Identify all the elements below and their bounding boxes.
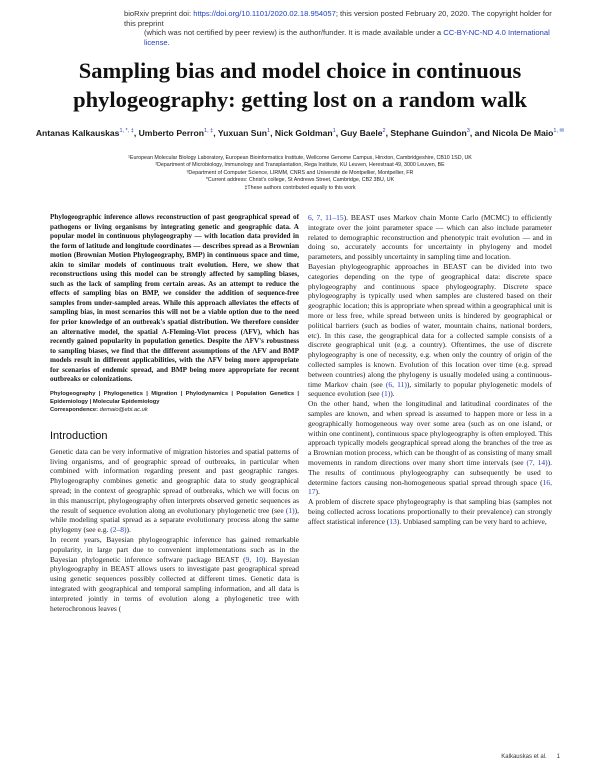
- author-marker[interactable]: 1: [267, 128, 271, 134]
- intro-paragraph-2-start: In recent years, Bayesian phylogeographic inference has gained remarkable popularity, in large part due to convenient implementations such as in the Bayesian phylogenetic inference software package BEAST (9, 10). Bayesian phylogeography in BEAST allows users to investigate past geographical spread using genetic sequences possibly collected at different times. Genetic data is integrated with geographical and temporal sampling information, and all data is interpreted jointly in terms of evolution along a phylogenetic tree with heterochronous leaves (: [50, 535, 299, 613]
- citation-link[interactable]: (1): [381, 389, 391, 399]
- author-marker[interactable]: 1, *, ‡: [119, 128, 134, 134]
- preprint-header-line-2: (which was not certified by peer review) is the author/funder. It is made available under a CC-BY-NC-ND 4.0 International license.: [144, 28, 550, 47]
- author-marker[interactable]: 2: [382, 128, 386, 134]
- right-column: [308, 213, 552, 527]
- citation-link[interactable]: 6, 7, 11–15: [308, 213, 344, 222]
- author-marker[interactable]: 1, ‡: [204, 128, 214, 134]
- affiliation-line: *Current address: Christ's college, St Andrews Street, Cambridge, CB2 3BU, UK: [205, 177, 395, 184]
- author-marker[interactable]: 1: [332, 128, 336, 134]
- intro-paragraph-3: Bayesian phylogeographic approaches in BEAST can be divided into two categories depending on the type of geographical data: discrete space phylogeography and continuous space phylogeography. Discrete space phylogeography is typically used when samples are clustered based on their geographic location; this is appropriate when spread within a geographical unit is more or less free, while spread between units is hindered by geographical or political barriers (such as bodies of water, mountain chains, national borders, etc). In this case, the geographical data for a collected sample consists of a discrete geographical unit (e.g. a country). Oftentimes, the use of discrete phylogeography is one of necessity, e.g. when only the country of origin of the collected samples is known. Evolution of this location over time (e.g. spread between countries) along the phylogeny is usually modeled using a continuous-time Markov chain (see (6, 11)), similarly to popular phylogenetic models of sequence evolution (see (1)).: [308, 261, 552, 399]
- citation-link[interactable]: 9, 10: [245, 554, 263, 564]
- left-column: [50, 213, 299, 613]
- author-name: Stephane Guindon: [390, 127, 467, 138]
- abstract: Phylogeographic inference allows reconstruction of past geographical spread of pathogens or living organisms by integrating genetic and geographic data. A popular model in continuous phylogeography — with location data provided in the form of latitude and longitude coordinates — describes spread as a Brownian motion (Brownian Motion Phylogeography, BMP) in continuous space and time, akin to similar models of continuous trait evolution. Here, we show that reconstructions using this model can be strongly affected by sampling biases, such as the lack of sampling from certain areas. As an attempt to reduce the effects of sampling bias on BMP, we consider the addition of sequence-free samples from under-sampled areas. While this approach alleviates the effects of sampling bias, in most scenarios this will not be a viable option due to the need for prior knowledge of an outbreak's spatial distribution. We therefore consider an alternative model, the spatial Λ-Fleming-Viot process (ΛFV), which has recently gained popularity in population genetics. Despite the ΛFV's robustness to sampling biases, we find that the different assumptions of the ΛFV and BMP models result in different applicabilities, with the ΛFV being more appropriate for scenarios of endemic spread, and BMP being more appropriate for recent outbreaks or colonizations.: [50, 213, 299, 384]
- paper-title: Sampling bias and model choice in continuous phylogeography: getting lost on a random walk: [73, 58, 527, 112]
- citation-link[interactable]: 13: [389, 516, 397, 526]
- preprint-header: [124, 9, 564, 47]
- correspondence: Correspondence: demaio@ebi.ac.uk: [50, 406, 148, 413]
- affiliation-line: ³Department of Computer Science, LIRMM, CNRS and Université de Montpellier, Montpellier, FR: [186, 169, 414, 176]
- author-marker[interactable]: 1, ✉: [553, 128, 565, 134]
- author-name: Yuxuan Sun: [217, 127, 268, 138]
- doi-link[interactable]: https://doi.org/10.1101/2020.02.18.954057: [193, 9, 336, 18]
- citation-link[interactable]: (2–8): [110, 525, 127, 535]
- page-footer: [501, 754, 560, 760]
- intro-paragraph-4: On the other hand, when the longitudinal and latitudinal coordinates of the samples are known, and when spread is assumed to happen more or less in a geographically homogeneous way over some area (such as on one island, or within one continent), continuous space phylogeography is often employed. This approach typically models geographical spread along the branches of the tree as a Brownian motion process, which can be thought of as consisting of many small movements in random directions over many short time intervals (see (7, 14)). The results of continuous phylogeography can subsequently be used to determine factors causing non-homogeneous spatial spread through space (16, 17).: [308, 399, 552, 497]
- author-name: Nick Goldman: [274, 127, 333, 138]
- correspondence-email[interactable]: demaio@ebi.ac.uk: [99, 406, 148, 413]
- intro-paragraph-5: A problem of discrete space phylogeography is that sampling bias (samples not being collected across locations proportionally to their prevalence) can strongly affect statistical inference (13). Unbiased sampling can be very hard to achieve,: [308, 497, 552, 526]
- citation-link[interactable]: 16, 17: [308, 477, 552, 497]
- intro-paragraph-2-end: 6, 7, 11–15). BEAST uses Markov chain Monte Carlo (MCMC) to efficiently integrate over the joint parameter space — which can also include parameter related to demographic reconstruction and phenotypic trait evolution — and in doing so, accurately accounts for uncertainty in phylogeny and model parameters, and possibly uncertainty in sampling time and location.: [308, 213, 552, 262]
- footer-authors: Kalkauskas et al.: [501, 754, 547, 760]
- affiliation-line: ²Department of Microbiology, Immunology and Transplantation, Rega Institute, KU Leuven, Herestraat 49, 3000 Leuven, BE: [155, 162, 445, 169]
- author-marker[interactable]: 3: [466, 128, 470, 134]
- keywords: Phylogeography | Phylogenetics | Migration | Phylodynamics | Population Genetics | Epidemiology | Molecular Epidemiology: [50, 390, 300, 405]
- license-link[interactable]: CC-BY-NC-ND 4.0 International license: [144, 28, 550, 47]
- author-list: Antanas Kalkauskas$^{1, *, \ddagger}$, Umberto Perron$^{1, \ddagger}$, Yuxuan Sun$^1$, Nick Goldman$^1$, Guy Baele$^2$, Stephane Guindon$^3$, and Nicola De Maio$^{1, ✉}$: [35, 127, 565, 138]
- citation-link[interactable]: (6, 11): [385, 379, 407, 389]
- citation-link[interactable]: (7, 14): [526, 457, 548, 467]
- citation-link[interactable]: (1): [285, 505, 295, 515]
- intro-paragraph-1: Genetic data can be very informative of migration histories and spatial patterns of living organisms, and of geographic spread of outbreaks, in particular when combined with information regarding present and past geographic ranges. Phylogeography combines genetic and geographic data to study geographical spread; in the context of geographic spread of outbreaks, which we will focus on in this manuscript, phylogeography often interprets observed genetic sequences as the result of sequence evolution along an evolutionary phylogenetic tree (see (1)), while modeling spatial spread as a separate evolutionary process along the same phylogeny (see e.g. (2–8)).: [50, 446, 299, 535]
- author-name: Umberto Perron: [138, 127, 205, 138]
- section-heading-introduction: Introduction: [50, 429, 108, 442]
- preprint-header-line-1: bioRxiv preprint doi: https://doi.org/10.1101/2020.02.18.954057; this version posted February 20, 2020. The copyright holder for this preprint: [124, 9, 552, 28]
- author-name: Guy Baele: [340, 127, 383, 138]
- author-name: Antanas Kalkauskas: [35, 127, 120, 138]
- affiliations: [30, 155, 570, 192]
- page-number: 1: [556, 754, 560, 760]
- affiliation-line: ¹European Molecular Biology Laboratory, European Bioinformatics Institute, Wellcome Genome Campus, Hinxton, Cambridgeshire, CB10 1SD, UK: [128, 155, 472, 161]
- author-name: Nicola De Maio: [492, 127, 554, 138]
- affiliation-line: ‡These authors contributed equally to this work: [244, 184, 356, 191]
